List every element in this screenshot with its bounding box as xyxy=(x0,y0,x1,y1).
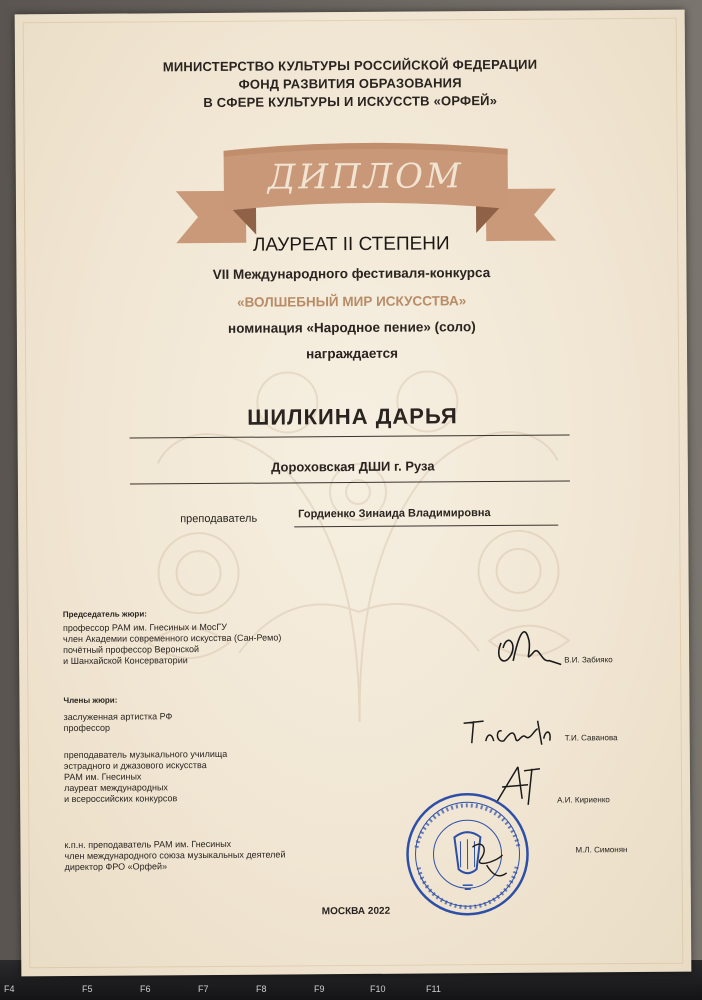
diploma-title: ДИПЛОМ xyxy=(267,156,464,198)
laureate-degree: ЛАУРЕАТ II СТЕПЕНИ xyxy=(252,233,450,256)
key-f7: F7 xyxy=(198,984,209,994)
key-f8: F8 xyxy=(256,984,267,994)
key-f4: F4 xyxy=(4,984,15,994)
member3-name: М.Л. Симонян xyxy=(575,845,628,855)
header-line-3: В СФЕРЕ КУЛЬТУРЫ И ИСКУССТВ «ОРФЕЙ» xyxy=(203,92,498,111)
member1-signature xyxy=(458,711,558,752)
member2-desc-4: лауреат международных xyxy=(64,782,168,794)
key-f9: F9 xyxy=(314,984,325,994)
festival-line: VII Международного фестиваля-конкурса xyxy=(212,265,491,282)
member1-name: Т.И. Саванова xyxy=(564,733,618,743)
festival-name: «ВОЛШЕБНЫЙ МИР ИСКУССТВА» xyxy=(237,293,467,310)
jury-chair-desc-4: и Шанхайской Консерватории xyxy=(63,655,188,667)
key-f11: F11 xyxy=(426,984,441,994)
key-f10: F10 xyxy=(370,984,386,994)
official-stamp xyxy=(402,789,533,920)
jury-chair-name: В.И. Забияко xyxy=(564,655,613,665)
school-name: Дороховская ДШИ г. Руза xyxy=(271,458,435,475)
jury-chair-desc-2: член Академии современного искусства (Сан-Ремо) xyxy=(62,632,282,645)
diploma-sheet xyxy=(15,10,692,977)
city-year: МОСКВА 2022 xyxy=(321,905,391,918)
teacher-name: Гордиенко Зинаида Владимировна xyxy=(298,507,491,521)
chair-signature xyxy=(489,612,569,683)
nomination: номинация «Народное пение» (соло) xyxy=(227,319,476,336)
member2-desc-2: эстрадного и джазового искусства xyxy=(63,760,207,772)
member3-desc-1: к.п.н. преподаватель РАМ им. Гнесиных xyxy=(64,838,232,851)
key-f6: F6 xyxy=(140,984,151,994)
jury-chair-desc-1: профессор РАМ им. Гнесиных и МосГУ xyxy=(62,621,228,634)
member2-desc-3: РАМ им. Гнесиных xyxy=(63,771,142,783)
header-line-1: МИНИСТЕРСТВО КУЛЬТУРЫ РОССИЙСКОЙ ФЕДЕРАЦИИ xyxy=(162,56,538,75)
key-f5: F5 xyxy=(82,984,93,994)
member2-desc-1: преподаватель музыкального училища xyxy=(63,748,228,761)
member1-desc-2: профессор xyxy=(63,722,111,734)
member2-desc-5: и всероссийских конкурсов xyxy=(64,793,178,805)
jury-members-title: Члены жюри: xyxy=(63,695,118,706)
member3-desc-2: член международного союза музыкальных деятелей xyxy=(64,849,286,862)
jury-chair-desc-3: почётный профессор Веронской xyxy=(63,644,200,656)
member2-name: А.И. Кириенко xyxy=(557,795,610,805)
member1-desc-1: заслуженная артистка РФ xyxy=(63,711,173,723)
awarded-label: награждается xyxy=(306,345,398,362)
member3-desc-3: директор ФРО «Орфей» xyxy=(64,861,168,873)
header-line-2: ФОНД РАЗВИТИЯ ОБРАЗОВАНИЯ xyxy=(238,75,462,92)
jury-chair-title: Председатель жюри: xyxy=(62,609,147,620)
teacher-label: преподаватель xyxy=(180,512,258,526)
recipient-name: ШИЛКИНА ДАРЬЯ xyxy=(247,403,458,430)
